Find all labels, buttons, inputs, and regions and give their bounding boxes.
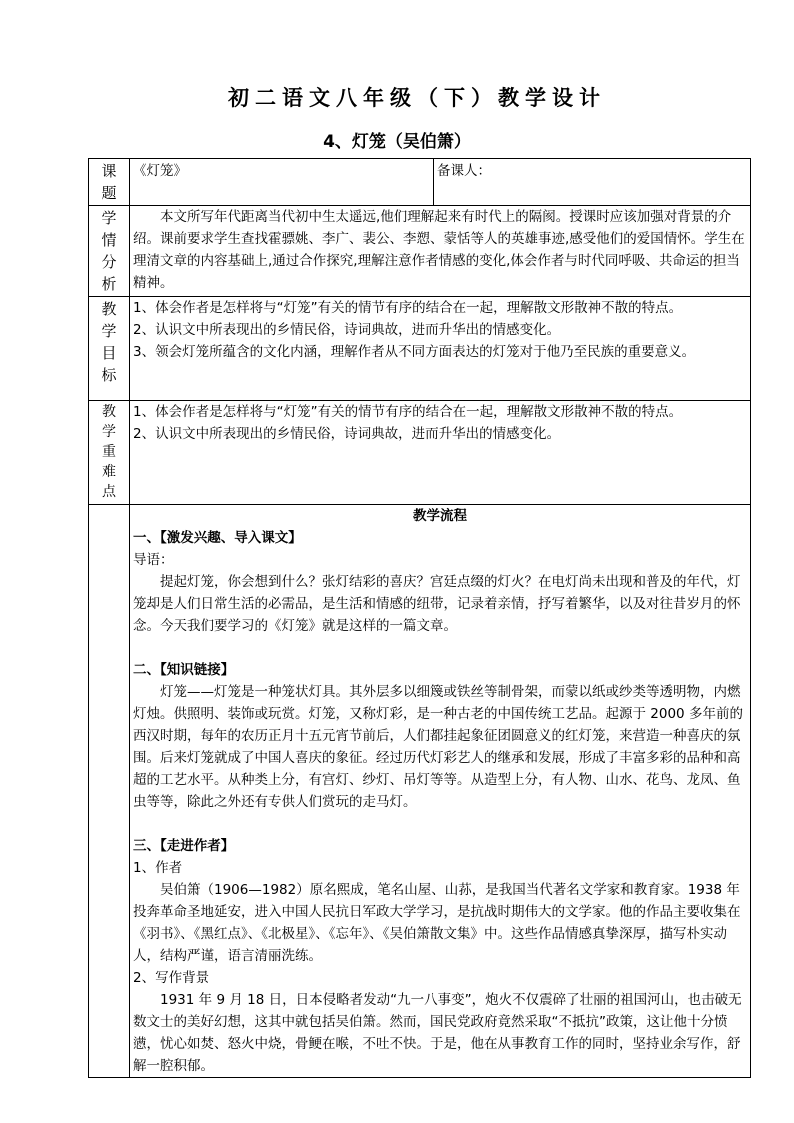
keypoint-item: 2、认识文中所表现出的乡情民俗，诗词典故，进而升华出的情感变化。 xyxy=(133,426,561,442)
section-1-text: 提起灯笼，你会想到什么？张灯结彩的喜庆？宫廷点缀的灯火？在电灯尚未出现和普及的年代，灯笼却是人们日常生活的必需品，是生活和情感的纽带，记录着亲情，抒写着繁华，以及对往昔岁月的怀念。今天我们要学习的《灯笼》就是这样的一篇文章。 xyxy=(133,574,741,634)
lesson-plan-table xyxy=(88,158,751,1078)
flow-heading: 教学流程 xyxy=(413,508,467,524)
row-keypoints xyxy=(89,401,751,505)
section-3-heading: 三、【走进作者】 xyxy=(133,838,235,854)
flow-label-empty xyxy=(89,505,130,1078)
section-3-text-2: 1931 年 9 月 18 日，日本侵略者发动“九一八事变”，炮火不仅震碎了壮丽的祖国河山，也击破无数文士的美好幻想，这其中就包括吴伯箫。然而，国民党政府竟然采取“不抵抗”政策，这让他十分愤懑，忧心如焚、怒火中烧，骨鲠在喉，不吐不快。于是，他在从事教育工作的同时，坚持业余写作，舒解一腔积郁。 xyxy=(133,992,742,1074)
goal-item: 2、认识文中所表现出的乡情民俗，诗词典故，进而升华出的情感变化。 xyxy=(133,322,561,338)
spacer xyxy=(133,637,747,659)
topic-value: 《灯笼》 xyxy=(130,159,434,206)
section-3-text-1: 吴伯箫（1906—1982）原名熙成，笔名山屋、山荪，是我国当代著名文学家和教育家。1938 年投奔革命圣地延安，进入中国人民抗日军政大学学习，是抗战时期伟大的文学家。他的作品主要收集在《羽书》、《黑红点》、《北极星》、《忘年》、《吴伯箫散文集》中。这些作品情感真挚深厚，描写朴实动人，结构严谨，语言清丽洗练。 xyxy=(133,882,741,964)
section-3-sub-1: 1、作者 xyxy=(133,860,183,876)
keypoint-item: 1、体会作者是怎样将与“灯笼”有关的情节有序的结合在一起，理解散文形散神不散的特点。 xyxy=(133,404,683,420)
flow-cell xyxy=(130,505,751,1078)
section-1-lead: 导语： xyxy=(133,552,174,568)
row-analysis xyxy=(89,206,751,297)
label-keypoints: 教 学 重 难 点 xyxy=(89,401,130,505)
section-2-heading: 二、【知识链接】 xyxy=(133,662,235,678)
goals-cell xyxy=(130,297,751,401)
label-goals: 教 学 目 标 xyxy=(89,297,130,401)
row-flow xyxy=(89,505,751,1078)
row-topic xyxy=(89,159,751,206)
goal-item: 1、体会作者是怎样将与“灯笼”有关的情节有序的结合在一起，理解散文形散神不散的特点。 xyxy=(133,300,683,316)
analysis-text: 本文所写年代距离当代初中生太遥远,他们理解起来有时代上的隔阂。授课时应该加强对背景的介绍。课前要求学生查找霍骠姚、李广、裴公、李愬、蒙恬等人的英雄事迹,感受他们的爱国情怀。学生在理清文章的内容基础上,通过合作探究,理解注意作者情感的变化,体会作者与时代同呼吸、共命运的担当精神。 xyxy=(133,209,745,291)
row-goals xyxy=(89,297,751,401)
goal-item: 3、领会灯笼所蕴含的文化内涵，理解作者从不同方面表达的灯笼对于他乃至民族的重要意义。 xyxy=(133,344,696,360)
section-2-text: 灯笼——灯笼是一种笼状灯具。其外层多以细篾或铁丝等制骨架，而蒙以纸或纱类等透明物，内燃灯烛。供照明、装饰或玩赏。灯笼，又称灯彩，是一种古老的中国传统工艺品。起源于 2000 多年前的西汉时期，每年的农历正月十五元宵节前后，人们都挂起象征团圆意义的红灯笼，来营造一种喜庆的氛围。后来灯笼就成了中国人喜庆的象征。经过历代灯彩艺人的继承和发展，形成了丰富多彩的品种和高超的工艺水平。从种类上分，有宫灯、纱灯、吊灯等等。从造型上分，有人物、山水、花鸟、龙凤、鱼虫等等，除此之外还有专供人们赏玩的走马灯。 xyxy=(133,684,743,810)
keypoints-cell xyxy=(130,401,751,505)
preparer-label: 备课人： xyxy=(434,159,751,206)
section-1-heading: 一、【激发兴趣、导入课文】 xyxy=(133,530,302,546)
lesson-subtitle: 4、灯笼（吴伯箫） xyxy=(323,132,471,152)
section-3-sub-2: 2、写作背景 xyxy=(133,970,210,986)
spacer xyxy=(133,813,747,835)
label-analysis: 学 情 分 析 xyxy=(89,206,130,297)
page-title: 初二语文八年级（下）教学设计 xyxy=(228,86,606,110)
analysis-cell xyxy=(130,206,751,297)
label-topic: 课 题 xyxy=(89,159,130,206)
